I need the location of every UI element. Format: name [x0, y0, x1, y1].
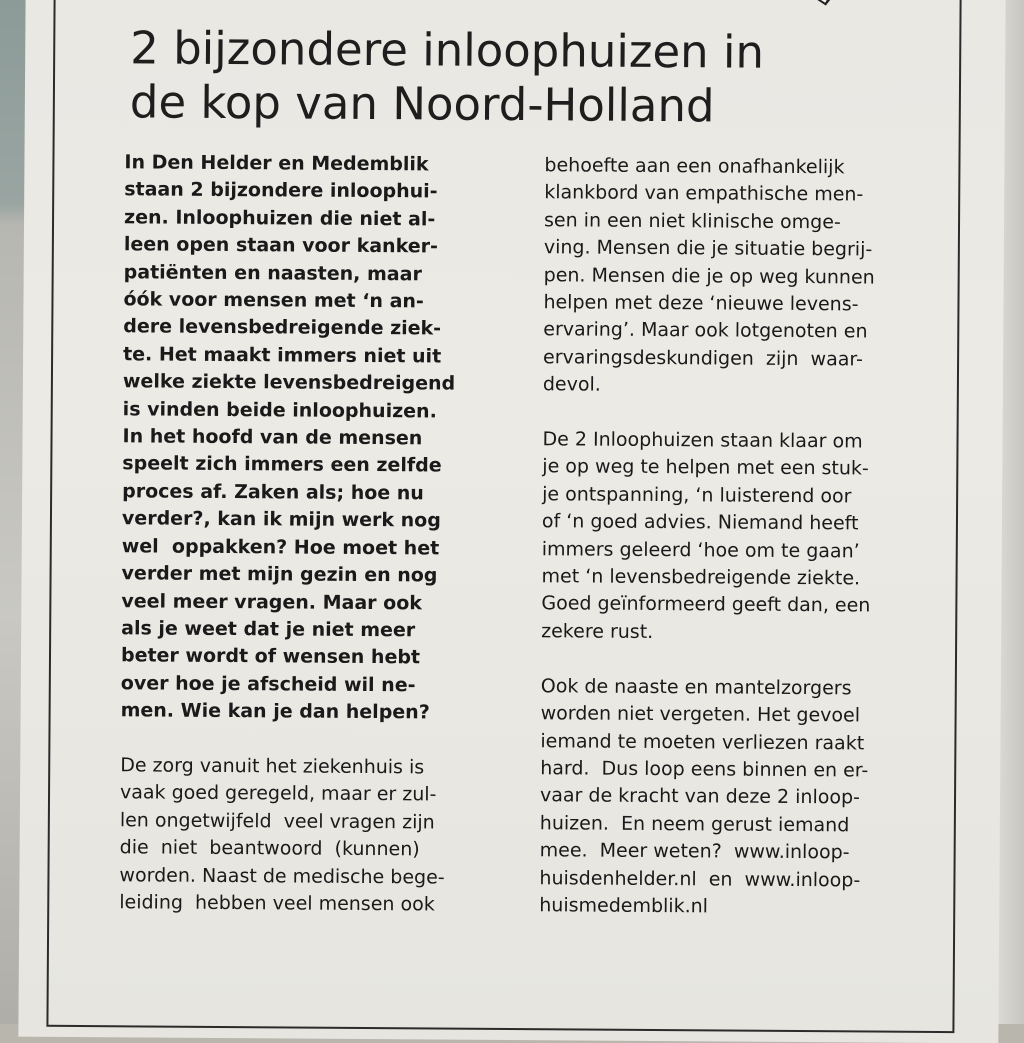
body-line: je op weg te helpen met een stuk- — [542, 455, 869, 480]
body-line: vaak goed geregeld, maar er zul- — [119, 781, 437, 806]
body-line: devol. — [542, 373, 601, 396]
intro-line: staan 2 bijzondere inloophui- — [124, 178, 438, 203]
body-line: worden. Naast de medische bege- — [119, 863, 445, 889]
intro-line: te. Het maakt immers niet uit — [123, 343, 442, 368]
body-line: leiding hebben veel mensen ook — [119, 891, 435, 916]
arrow-logo-icon — [796, 0, 966, 13]
intro-line: welke ziekte levensbedreigend — [122, 370, 456, 395]
intro-line: veel meer vragen. Maar ook — [121, 589, 423, 614]
intro-line: leen open staan voor kanker- — [123, 233, 438, 258]
body-line: ving. Mensen die je situatie begrij- — [543, 236, 873, 261]
intro-line: dere levensbedreigende ziek- — [123, 315, 442, 340]
intro-line: verder met mijn gezin en nog — [121, 562, 438, 587]
body-line: helpen met deze ‘nieuwe levens- — [543, 291, 859, 316]
body-paragraph — [543, 152, 965, 402]
body-line: huismedemblik.nl — [539, 894, 709, 918]
body-line: sen in een niet klinische omge- — [543, 209, 841, 234]
body-line: huisdenhelder.nl en www.inloop- — [539, 866, 861, 891]
intro-line: In Den Helder en Medemblik — [124, 151, 429, 176]
intro-line: men. Wie kan je dan helpen? — [120, 699, 430, 724]
body-line: Goed geïnformeerd geeft dan, een — [541, 592, 871, 617]
intro-line: speelt zich immers een zelfde — [122, 452, 442, 477]
body-line: vaar de kracht van deze 2 inloop- — [539, 784, 861, 809]
intro-line: over hoe je afscheid wil ne- — [120, 671, 416, 697]
intro-line: proces af. Zaken als; hoe nu — [122, 480, 424, 505]
intro-paragraph — [121, 149, 535, 727]
body-line: pen. Mensen die je op weg kunnen — [543, 263, 875, 289]
intro-line: als je weet dat je niet meer — [121, 617, 416, 642]
body-line: mee. Meer weten? www.inloop- — [539, 839, 850, 864]
body-line: De zorg vanuit het ziekenhuis is — [120, 754, 425, 779]
body-paragraph — [119, 752, 530, 919]
body-line: De 2 Inloophuizen staan klaar om — [542, 428, 863, 453]
intro-line: verder?, kan ik mijn werk nog — [121, 507, 441, 532]
paragraph-gap — [120, 725, 530, 755]
intro-line: In het hoofd van de mensen — [122, 425, 423, 450]
body-line: huizen. En neem gerust iemand — [539, 811, 850, 837]
newspaper-clipping — [18, 0, 1005, 1043]
paragraph-gap — [543, 399, 963, 429]
body-line: zekere rust. — [541, 620, 654, 643]
body-paragraph — [541, 426, 963, 648]
body-line: klankbord van empathische men- — [544, 181, 864, 206]
body-line: immers geleerd ‘hoe om te gaan’ — [541, 537, 860, 563]
intro-line: wel oppakken? Hoe moet het — [121, 534, 440, 560]
body-paragraph — [539, 673, 961, 923]
body-line: len ongetwijfeld veel vragen zijn — [119, 809, 435, 834]
intro-line: beter wordt of wensen hebt — [120, 644, 421, 669]
body-line: ervaring’. Maar ook lotgenoten en — [543, 318, 868, 343]
paragraph-gap — [541, 646, 961, 676]
article-title — [130, 21, 931, 135]
intro-line: is vinden beide inloophuizen. — [122, 397, 437, 423]
title-line: de kop van Noord-Holland — [129, 75, 715, 133]
title-line: 2 bijzondere inloophuizen in — [130, 21, 765, 79]
intro-line: patiënten en naasten, maar — [123, 260, 422, 285]
body-line: ervaringsdeskundigen zijn waar- — [543, 346, 863, 371]
body-line: je ontspanning, ‘n luisterend oor — [542, 483, 852, 508]
body-line: iemand te moeten verliezen raakt — [540, 729, 865, 754]
body-line: die niet beantwoord (kunnen) — [119, 836, 420, 861]
intro-line: óók voor mensen met ‘n an- — [123, 288, 424, 313]
body-line: of ‘n goed advies. Niemand heeft — [541, 510, 859, 535]
body-line: worden niet vergeten. Het gevoel — [540, 702, 861, 727]
body-line: behoefte aan een onafhankelijk — [544, 154, 845, 179]
intro-line: zen. Inloophuizen die niet al- — [123, 206, 436, 231]
body-line: hard. Dus loop eens binnen en er- — [540, 757, 869, 782]
left-column — [119, 149, 534, 919]
right-column — [539, 152, 964, 922]
body-line: met ‘n levensbedreigende ziekte. — [541, 565, 861, 590]
body-line: Ook de naaste en mantelzorgers — [540, 674, 852, 700]
